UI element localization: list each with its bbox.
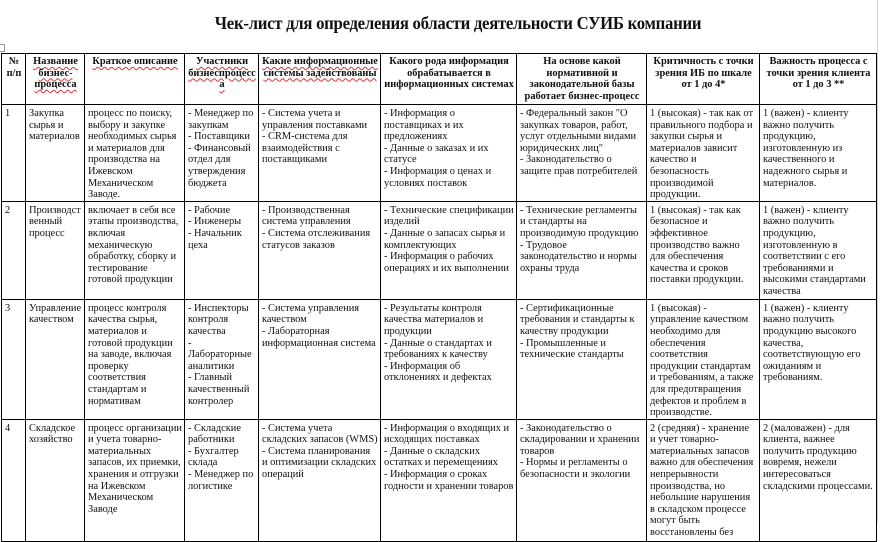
cell-process-name: Закупка сырья и материалов xyxy=(26,105,85,202)
table-row xyxy=(2,105,877,202)
document-title: Чек-лист для определения области деятельности СУИБ компании xyxy=(214,13,702,33)
header-number: № п/п xyxy=(2,54,26,105)
cell-participants: - Складские работники - Бухгалтер склада - Менеджер по логистике xyxy=(185,419,259,541)
table-row xyxy=(2,299,877,419)
header-legal-base: На основе какой нормативной и законодательной базы работает бизнес-процесс xyxy=(517,54,647,105)
cell-participants: - Инспекторы контроля качества - Лабораторные аналитики - Главный качественный контролер xyxy=(185,299,259,419)
cell-information: - Информация о входящих и исходящих поставках - Данные о складских остатках и перемещениях - Информация о сроках годности и хранении товаров xyxy=(381,419,517,541)
cell-number: 3 xyxy=(2,299,26,419)
cell-participants: - Менеджер по закупкам - Поставщики - Финансовый отдел для утверждения бюджета xyxy=(185,105,259,202)
cell-participants: - Рабочие - Инженеры - Начальник цеха xyxy=(185,201,259,299)
cell-importance: 2 (маловажен) - для клиента, важнее получить продукцию вовремя, нежели интересоваться складскими процессами. xyxy=(760,419,877,541)
cell-criticality: 1 (высокая) - так как безопасное и эффективное производство важно для обеспечения качества и сроков поставки продукции. xyxy=(647,201,760,299)
table-move-handle[interactable] xyxy=(0,44,5,52)
cell-systems: - Система учета и управления поставками - CRM-система для взаимодействия с поставщиками xyxy=(259,105,381,202)
cell-information: - Результаты контроля качества материалов и продукции - Данные о стандартах и требованиях к качеству - Информация об отклонениях и дефектах xyxy=(381,299,517,419)
header-systems: Какие информационные системы задействованы xyxy=(259,54,381,105)
page-edge xyxy=(877,0,878,523)
cell-process-name: Управление качеством xyxy=(26,299,85,419)
cell-importance: 1 (важен) - клиенту важно получить продукцию высокого качества, соответствующую его ожиданиям и требованиям. xyxy=(760,299,877,419)
header-information: Какого рода информация обрабатывается в информационных системах xyxy=(381,54,517,105)
table-row xyxy=(2,201,877,299)
cell-description: процесс организации и учета товарно-материальных запасов, их приемки, хранения и отгрузки на Ижевском Механическом Заводе xyxy=(85,419,185,541)
header-criticality: Критичность с точки зрения ИБ по шкале от 1 до 4* xyxy=(647,54,760,105)
header-description: Краткое описание xyxy=(85,54,185,105)
cell-description: процесс контроля качества сырья, материалов и готовой продукции на заводе, включая проверку соответствия стандартам и нормативам xyxy=(85,299,185,419)
cell-legal-base: - Сертификационные требования и стандарты к качеству продукции - Промышленные и технические стандарты xyxy=(517,299,647,419)
cell-process-name: Производственный процесс xyxy=(26,201,85,299)
cell-criticality: 1 (высокая) - так как от правильного подбора и закупки сырья и материалов зависит качество и безопасность производимой продукции. xyxy=(647,105,760,202)
cell-importance: 1 (важен) - клиенту важно получить продукцию, изготовленную в соответствии с его требованиями и высокими стандартами качества xyxy=(760,201,877,299)
cell-information: - Технические спецификации изделий - Данные о запасах сырья и комплектующих - Информация о рабочих операциях и их выполнении xyxy=(381,201,517,299)
cell-criticality: 1 (высокая) - управление качеством необходимо для обеспечения соответствия продукции стандартам и требованиям, а также для предотвращения дефектов и проблем в производстве. xyxy=(647,299,760,419)
cell-systems: - Система управления качеством - Лабораторная информационная система xyxy=(259,299,381,419)
cell-description: включает в себя все этапы производства, включая механическую обработку, сборку и тестирование готовой продукции xyxy=(85,201,185,299)
cell-information: - Информация о поставщиках и их предложениях - Данные о заказах и их статусе - Информация о ценах и условиях поставок xyxy=(381,105,517,202)
header-process-name: Название бизнес-процесса xyxy=(26,54,85,105)
cell-number: 1 xyxy=(2,105,26,202)
cell-systems: - Производственная система управления - Система отслеживания статусов заказов xyxy=(259,201,381,299)
header-importance: Важность процесса с точки зрения клиента от 1 до 3 ** xyxy=(760,54,877,105)
cell-legal-base: - Технические регламенты и стандарты на производимую продукцию - Трудовое законодательство и нормы охраны труда xyxy=(517,201,647,299)
cell-description: процесс по поиску, выбору и закупке необходимых сырья и материалов для производства на Ижевском Механическом Заводе. xyxy=(85,105,185,202)
cell-systems: - Система учета складских запасов (WMS) - Система планирования и оптимизации складских операций xyxy=(259,419,381,541)
checklist-table xyxy=(1,53,877,542)
cell-legal-base: - Законодательство о складировании и хранении товаров - Нормы и регламенты о безопасности и экологии xyxy=(517,419,647,541)
cell-number: 4 xyxy=(2,419,26,541)
cell-criticality: 2 (средняя) - хранение и учет товарно-материальных запасов важно для обеспечения непрерывности производства, но небольшие нарушения в складском процессе могут быть восстановлены без xyxy=(647,419,760,541)
cell-number: 2 xyxy=(2,201,26,299)
cell-process-name: Складское хозяйство xyxy=(26,419,85,541)
header-row xyxy=(2,54,877,105)
cell-importance: 1 (важен) - клиенту важно получить продукцию, изготовленную из качественного и надежного сырья и материалов. xyxy=(760,105,877,202)
cell-legal-base: - Федеральный закон "О закупках товаров, работ, услуг отдельными видами юридических лиц" - Законодательство о защите прав потребителей xyxy=(517,105,647,202)
header-participants: Участники бизнеспроцесса xyxy=(185,54,259,105)
